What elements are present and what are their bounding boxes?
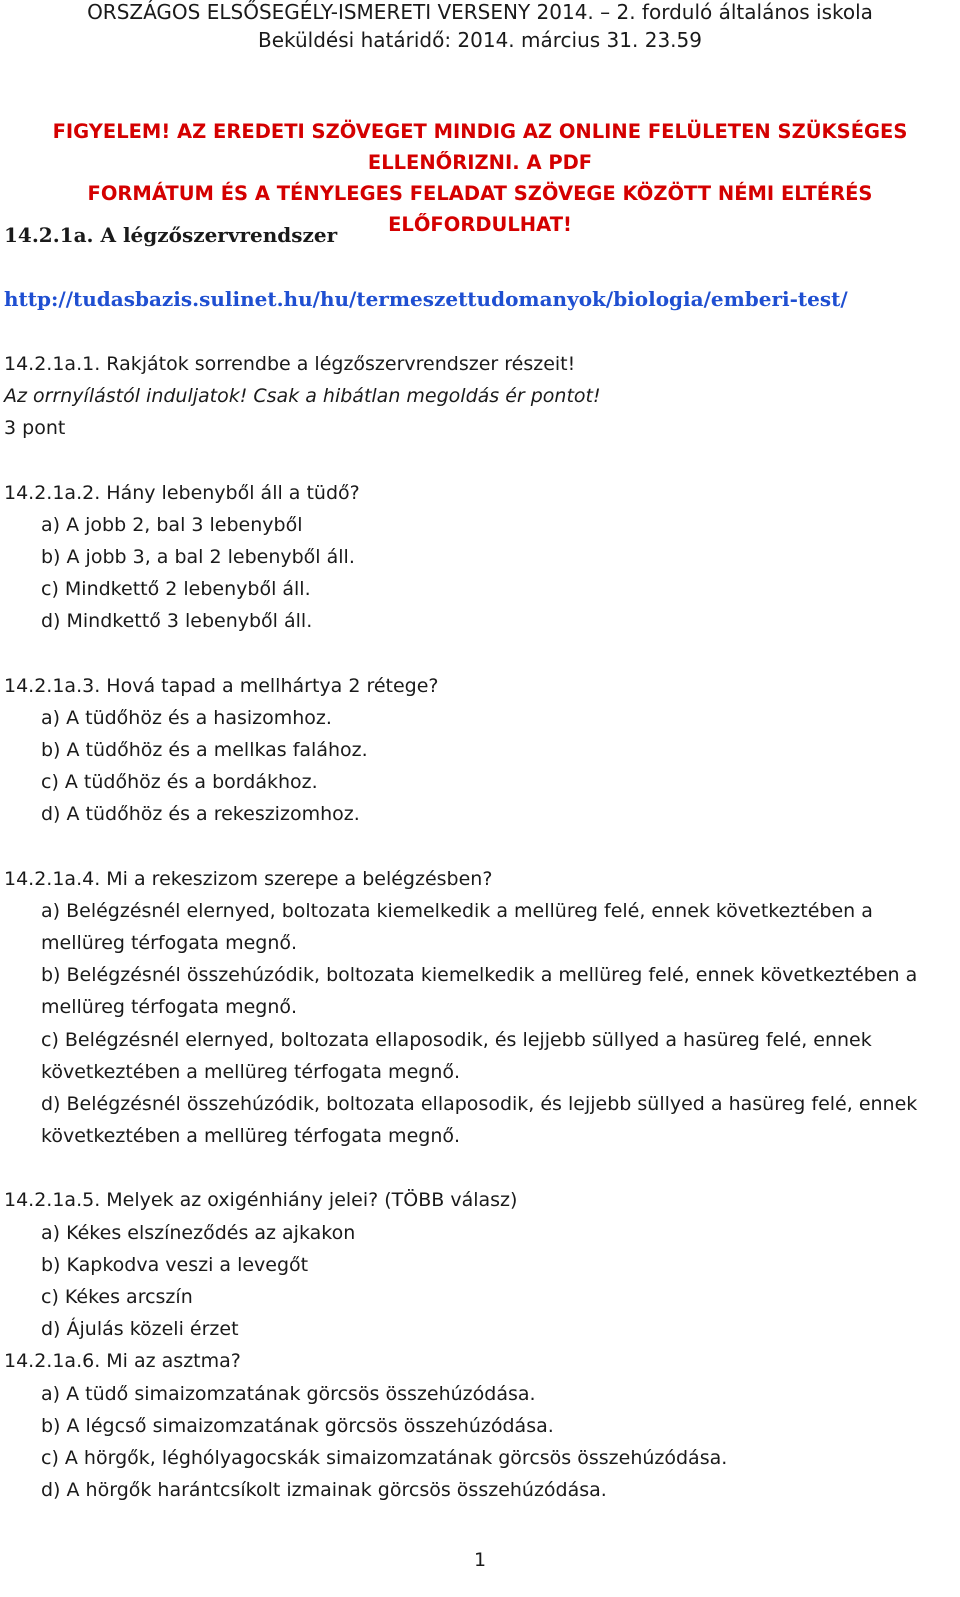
question-5-option-b: b) Kapkodva veszi a levegőt <box>41 1253 309 1276</box>
question-3-option-b: b) A tüdőhöz és a mellkas falához. <box>41 739 368 762</box>
question-5-option-c: c) Kékes arcszín <box>41 1286 193 1309</box>
question-4-option-c: c) Belégzésnél elernyed, boltozata ellaposodik, és lejjebb süllyed a hasüreg felé, ennek következtében a mellüreg térfogata megnő. <box>41 1028 872 1083</box>
question-4-option-b: b) Belégzésnél összehúzódik, boltozata kiemelkedik a mellüreg felé, ennek következtében a mellüreg térfogata megnő. <box>41 964 918 1019</box>
reference-link[interactable]: http://tudasbazis.sulinet.hu/hu/termeszettudomanyok/biologia/emberi-test/ <box>4 287 848 311</box>
question-4-text: 14.2.1a.4. Mi a rekeszizom szerepe a belégzésben? <box>4 867 493 890</box>
question-3-option-d: d) A tüdőhöz és a rekeszizomhoz. <box>41 803 360 826</box>
question-5-option-d: d) Ájulás közeli érzet <box>41 1318 239 1341</box>
question-2-text: 14.2.1a.2. Hány lebenyből áll a tüdő? <box>4 481 360 504</box>
question-3 <box>4 670 949 831</box>
header-competition-title: ORSZÁGOS ELSŐSEGÉLY-ISMERETI VERSENY 2014. – 2. forduló általános iskola <box>87 0 873 24</box>
question-6-option-d: d) A hörgők harántcsíkolt izmainak görcsös összehúzódása. <box>41 1479 607 1502</box>
page-header <box>0 0 960 54</box>
question-6-text: 14.2.1a.6. Mi az asztma? <box>4 1350 241 1373</box>
question-6-option-a: a) A tüdő simaizomzatának görcsös összehúzódása. <box>41 1382 536 1405</box>
question-5 <box>4 1184 949 1345</box>
page-number: 1 <box>473 1549 487 1571</box>
question-2-option-c: c) Mindkettő 2 lebenyből áll. <box>41 578 311 601</box>
question-1-text: 14.2.1a.1. Rakjátok sorrendbe a légzőszervrendszer részeit! <box>4 353 576 375</box>
question-5-option-a: a) Kékes elszíneződés az ajkakon <box>41 1221 356 1244</box>
question-2-option-a: a) A jobb 2, bal 3 lebenyből <box>41 513 303 536</box>
question-1-points: 3 pont <box>4 417 66 440</box>
warning-line-2: FORMÁTUM ÉS A TÉNYLEGES FELADAT SZÖVEGE KÖZÖTT NÉMI ELTÉRÉS ELŐFORDULHAT! <box>87 182 873 236</box>
questions-content <box>4 348 949 1507</box>
question-2-option-d: d) Mindkettő 3 lebenyből áll. <box>41 610 313 633</box>
section-title: 14.2.1a. A légzőszervrendszer <box>4 223 338 247</box>
question-3-option-a: a) A tüdőhöz és a hasizomhoz. <box>41 706 332 729</box>
question-1 <box>4 348 949 445</box>
warning-line-1: FIGYELEM! AZ EREDETI SZÖVEGET MINDIG AZ ONLINE FELÜLETEN SZÜKSÉGES ELLENŐRIZNI. A PDF <box>52 120 908 174</box>
question-4 <box>4 863 949 1153</box>
question-6 <box>4 1345 949 1506</box>
question-4-option-a: a) Belégzésnél elernyed, boltozata kiemelkedik a mellüreg felé, ennek következtében a mellüreg térfogata megnő. <box>41 899 873 955</box>
question-4-option-d: d) Belégzésnél összehúzódik, boltozata ellaposodik, és lejjebb süllyed a hasüreg felé, ennek következtében a mellüreg térfogata megnő. <box>41 1093 918 1148</box>
question-1-note: Az orrnyílástól induljatok! Csak a hibátlan megoldás ér pontot! <box>4 385 601 408</box>
question-6-option-c: c) A hörgők, léghólyagocskák simaizomzatának görcsös összehúzódása. <box>41 1447 728 1470</box>
question-3-text: 14.2.1a.3. Hová tapad a mellhártya 2 rétege? <box>4 674 439 697</box>
header-deadline: Beküldési határidő: 2014. március 31. 23.59 <box>258 28 702 52</box>
question-2 <box>4 477 949 638</box>
question-5-text: 14.2.1a.5. Melyek az oxigénhiány jelei? (TÖBB válasz) <box>4 1189 518 1212</box>
question-2-option-b: b) A jobb 3, a bal 2 lebenyből áll. <box>41 546 355 569</box>
question-6-option-b: b) A légcső simaizomzatának görcsös összehúzódása. <box>41 1414 554 1437</box>
question-3-option-c: c) A tüdőhöz és a bordákhoz. <box>41 771 318 794</box>
